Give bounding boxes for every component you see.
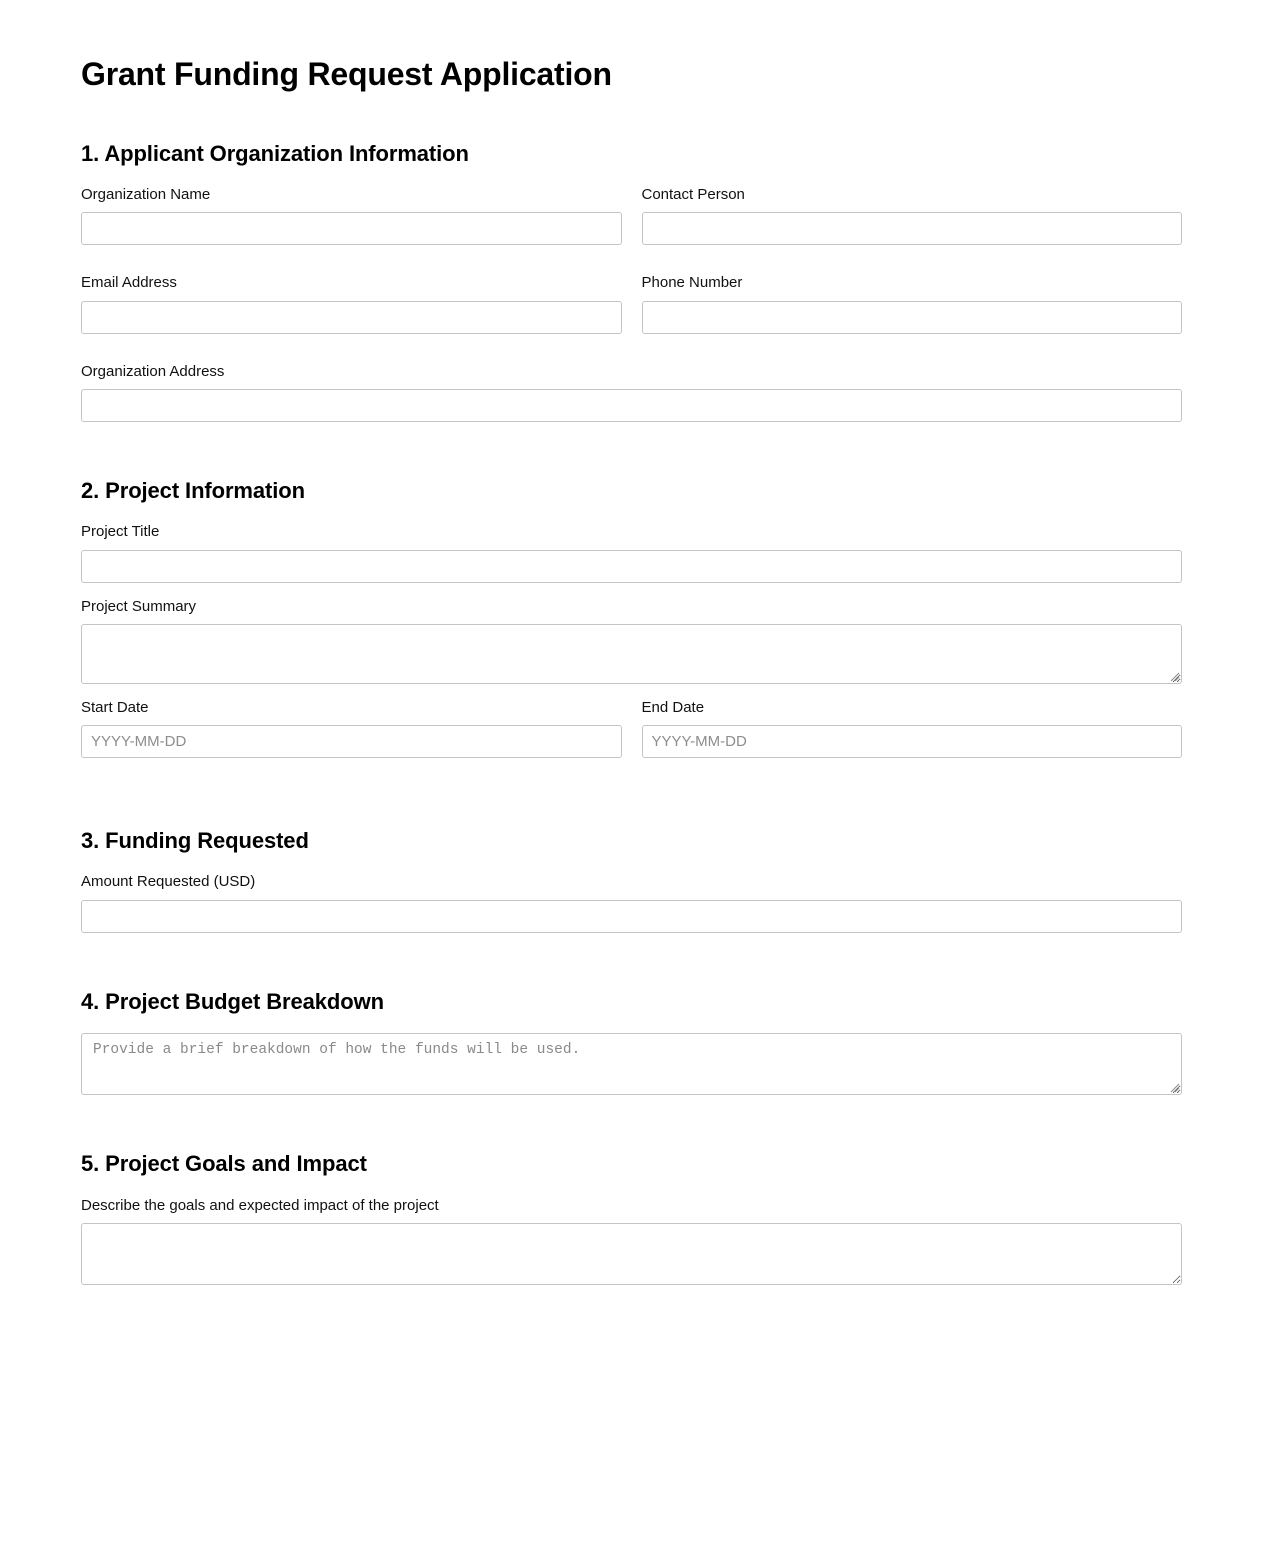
field-project-goals bbox=[81, 1196, 1182, 1285]
label-organization-address: Organization Address bbox=[81, 362, 225, 380]
email-address-input[interactable] bbox=[81, 301, 622, 334]
end-date-input[interactable] bbox=[642, 725, 1183, 758]
label-contact-person: Contact Person bbox=[641, 186, 745, 204]
contact-person-input[interactable] bbox=[642, 212, 1183, 245]
label-end-date: End Date bbox=[641, 698, 705, 716]
field-organization-name bbox=[81, 185, 622, 245]
start-date-input[interactable] bbox=[81, 725, 622, 758]
project-goals-wrapper bbox=[81, 1223, 1182, 1285]
section-applicant-organization-information bbox=[81, 141, 1182, 422]
field-organization-address bbox=[81, 362, 1182, 422]
label-phone-number: Phone Number bbox=[641, 274, 743, 292]
project-summary-textarea[interactable] bbox=[81, 624, 1182, 684]
phone-number-input[interactable] bbox=[642, 301, 1183, 334]
label-organization-name: Organization Name bbox=[81, 186, 211, 204]
section-heading-1: 1. Applicant Organization Information bbox=[81, 140, 469, 166]
field-budget-breakdown bbox=[81, 1033, 1182, 1095]
section-heading-2: 2. Project Information bbox=[81, 477, 305, 503]
budget-breakdown-textarea[interactable] bbox=[81, 1033, 1182, 1095]
field-project-summary bbox=[81, 597, 1182, 684]
section-project-goals-and-impact bbox=[81, 1151, 1182, 1285]
organization-address-input[interactable] bbox=[81, 389, 1182, 422]
field-end-date bbox=[642, 698, 1183, 758]
field-email-address bbox=[81, 273, 622, 333]
project-summary-wrapper bbox=[81, 624, 1182, 684]
label-project-summary: Project Summary bbox=[81, 597, 197, 615]
page-title: Grant Funding Request Application bbox=[81, 56, 612, 92]
label-project-title: Project Title bbox=[81, 523, 160, 541]
section-project-information bbox=[81, 478, 1182, 772]
row-org-name-contact bbox=[81, 185, 1182, 259]
section-heading-3: 3. Funding Requested bbox=[81, 828, 309, 854]
label-project-goals: Describe the goals and expected impact of the project bbox=[81, 1196, 439, 1214]
field-start-date bbox=[81, 698, 622, 758]
section-project-budget-breakdown bbox=[81, 989, 1182, 1095]
field-project-title bbox=[81, 522, 1182, 582]
label-email-address: Email Address bbox=[81, 274, 177, 292]
section-heading-5: 5. Project Goals and Impact bbox=[81, 1151, 367, 1177]
field-contact-person bbox=[642, 185, 1183, 245]
budget-breakdown-wrapper bbox=[81, 1033, 1182, 1095]
row-start-end-date bbox=[81, 698, 1182, 772]
section-heading-4: 4. Project Budget Breakdown bbox=[81, 988, 384, 1014]
project-title-input[interactable] bbox=[81, 550, 1182, 583]
field-amount-requested bbox=[81, 872, 1182, 932]
row-email-phone bbox=[81, 273, 1182, 347]
amount-requested-input[interactable] bbox=[81, 900, 1182, 933]
label-amount-requested: Amount Requested (USD) bbox=[81, 873, 256, 891]
field-phone-number bbox=[642, 273, 1183, 333]
project-goals-textarea[interactable] bbox=[81, 1223, 1182, 1285]
section-funding-requested bbox=[81, 828, 1182, 933]
organization-name-input[interactable] bbox=[81, 212, 622, 245]
label-start-date: Start Date bbox=[81, 698, 149, 716]
